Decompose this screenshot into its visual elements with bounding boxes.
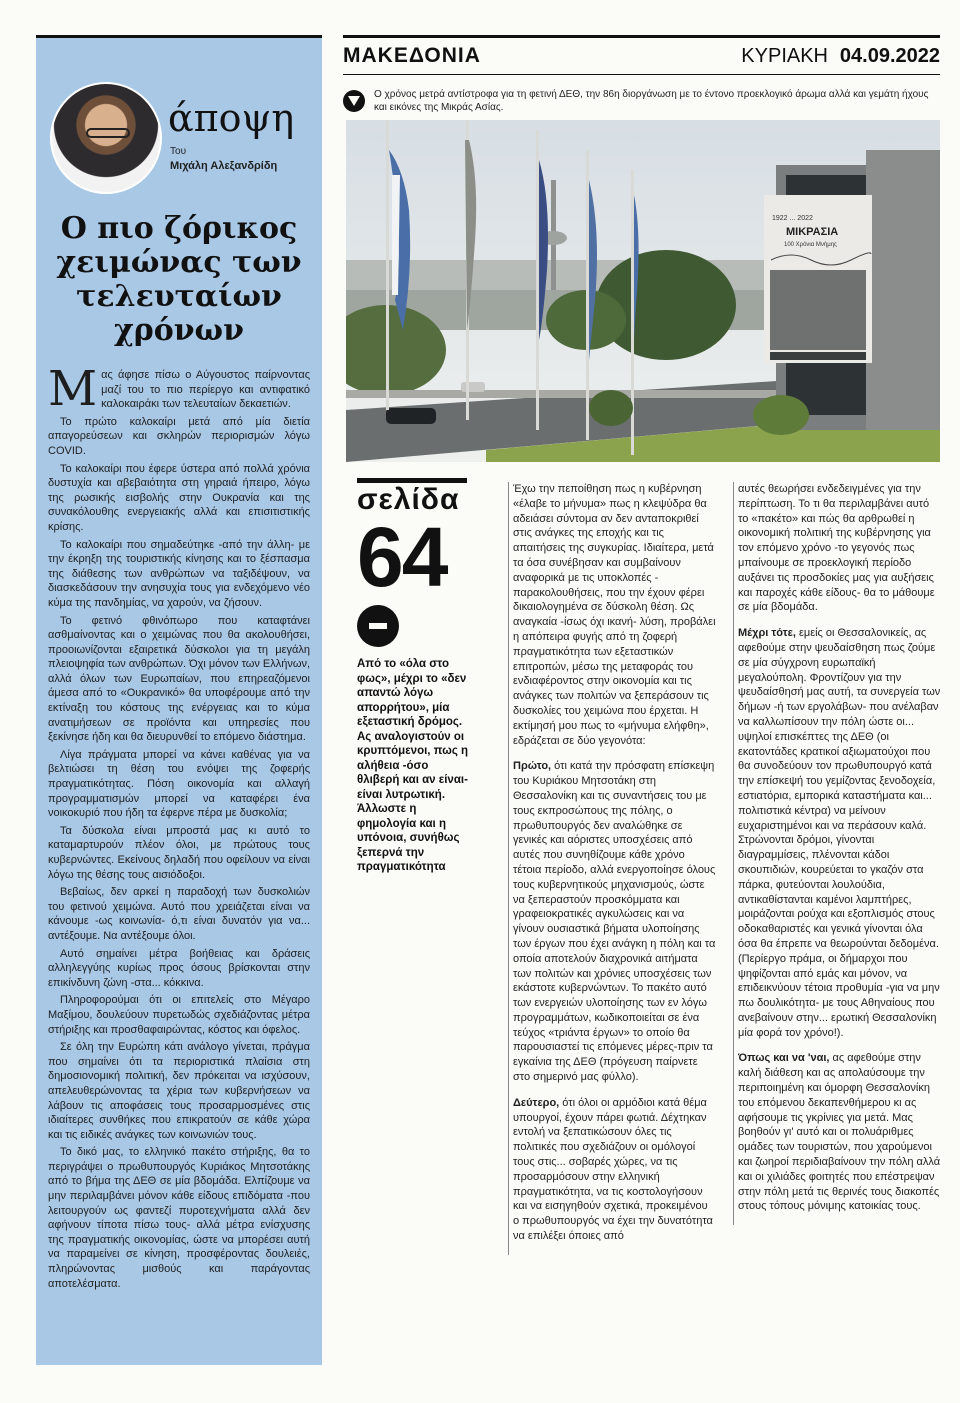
opinion-paragraph: Σε όλη την Ευρώπη κάτι ανάλογο γίνεται, πράγμα που σημαίνει ότι τα περιοριστικά πλαίσια στη δημοσιονομική πολιτική, δεν πρόκειται να ισχύσουν, απελευθερώνοντας τα χέρια των κυβερνήσεων να λάβουν τις αποφάσεις τους προσαρμοσμένες στις ιδιαίτερες συνθήκες που επικρατούν σε κάθε χώρα και τις ειδικές ανάγκες των κοινωνιών τους. <box>48 1041 310 1141</box>
opinion-paragraph: Πληροφορούμαι ότι οι επιτελείς στο Μέγαρο Μαξίμου, δουλεύουν πυρετωδώς σχεδιάζοντας μέτρα στήριξης και προσθαφαιρώντας, κόστος και όφελος. <box>48 994 310 1036</box>
photo-flags-building <box>346 120 940 462</box>
opinion-paragraph: Μας άφησε πίσω ο Αύγουστος παίρνοντας μαζί του το πιο περίεργο και αντιφατικό καλοκαιράκι των τελευταίων δεκαετιών. <box>48 361 310 417</box>
banner-title: ΜΙΚΡΑΣΙΑ <box>786 226 839 238</box>
caption-triangle-icon <box>343 90 365 112</box>
dropcap: Μ <box>48 361 98 417</box>
article-paragraph: Δεύτερο, ότι όλοι οι αρμόδιοι κατά θέμα υπουργοί, έχουν πάρει φωτιά. Δέχτηκαν εντολή να ξεπατικώσουν όλες τις πολιτικές που σχεδιάζουν οι ομόλογοί τους στις... σοβαρές χώρες, να τις προσαρμόσουν στην ελληνική πραγματικότητα, να τις κοστολογήσουν και να εισηγηθούν σχετικά, προκειμένου ο πρωθυπουργός να έχει την δυνατότητα να επιλέξει όποιες από <box>513 1096 713 1243</box>
newspaper-name: ΜΑΚΕΔΟΝΙΑ <box>343 44 481 67</box>
opinion-paragraph: Το πρώτο καλοκαίρι μετά από μία διετία απαγορεύσεων και σκληρών περιορισμών λόγω COVID. <box>48 415 310 457</box>
article-paragraph: Πρώτο, ότι κατά την πρόσφατη επίσκεψη του Κυριάκου Μητσοτάκη στη Θεσσαλονίκη και τις συναντήσεις του με τους εκπροσώπους της πόλης, ο πρωθυπουργός δεν αναλώθηκε σε γενικές και αόριστες υποσχέσεις από αυτές που συνηθίζουμε κάθε χρόνο τέτοια περίοδο, αλλά ενεργοποίησε όλους τους κυβερνητικούς μηχανισμούς, ώστε να ξεπεραστούν προσκόμματα και γραφειοκρατικές αγκυλώσεις και να γίνουν ουσιαστικά βήματα υλοποίησης των έργων που έχει ανάγκη η πόλη και τα οποία αποτελούν διαχρονικά αιτήματα των πολιτών και χρόνιες υποσχέσεις των εκάστοτε κυβερνώντων. Το πακέτο αυτό των ενεργειών υλοποίησης των εν λόγω προγραμμάτων, κωδικοποιείται σε ένα τεύχος «τριάντα έργων» το οποίο θα παρουσιαστεί τις επόμενες μέρες-πριν τα εγκαίνια της ΔΕΘ (πρόγευση παίρνετε στο σημερινό μας φύλλο). <box>513 760 716 1084</box>
byline-prefix: Του <box>170 146 187 157</box>
author-name: Μιχάλη Αλεξανδρίδη <box>170 160 278 172</box>
article-paragraph: Έχω την πεποίθηση πως η κυβέρνηση «έλαβε το μήνυμα» πως η κλεψύδρα θα αδειάσει σύντομα αν δεν ανταποκριθεί στις ανάγκες της εποχής και τις απαιτήσεις της συγκυρίας. Ιδιαίτερα, μετά τα όσα συνέβησαν και συμβαίνουν αναφορικά με τις υποκλοπές - παρακολουθήσεις, που την έχουν φέρει δικαιολογημένα σε δύσκολη θέση. Ως αναγκαία -ίσως όχι ικανή- λύση, προβάλει η απόπειρα φυγής από τη ζοφερή πραγματικότητα των εξεταστικών επιτροπών, μέσω της μεταφοράς του ενδιαφέροντος στην οικονομία και τις ανάγκες των πολιτών να ξεπεράσουν τις δυσκολίες του χειμώνα που έρχεται. Η εκτίμησή μου πως το «μήνυμα ελήφθη», εδράζεται σε δύο γεγονότα: <box>513 483 716 747</box>
opinion-label: άποψη <box>168 96 295 140</box>
opinion-paragraph: Το δικό μας, το ελληνικό πακέτο στήριξης, θα το περιγράψει ο πρωθυπουργός Κυριάκος Μητσοτάκης από το βήμα της ΔΕΘ σε μία βδομάδα. Ελπίζουμε να μην περιλαμβάνει μόνον κάθε είδους επιδόματα -που λειτουργούν ως φαντεζί πυροτεχνήματα αλλά δεν αφήνουν τίποτα πίσω τους- αλλά μέτρα ενίσχυσης της πραγματικής οικονομίας, ώστε να μπορέσει αυτή να παραμείνει σε κίνηση, προσφέροντας δουλειές, πληρώνοντας μισθούς και παράγοντας αποτελέσματα. <box>48 1146 310 1290</box>
author-photo <box>50 82 162 194</box>
article-column-1 <box>508 482 716 1255</box>
opinion-paragraph: Αυτό σημαίνει μέτρα βοήθειας και δράσεις αλληλεγγύης κυρίως προς όσους βρίσκονται στην επικίνδυνη ζώνη -στα... κόκκινα. <box>48 947 310 989</box>
article-column-2 <box>733 482 941 1225</box>
opinion-paragraph: Λίγα πράγματα μπορεί να κάνει καθένας για να βελτιώσει τη θέση του ενόψει της ζοφερής πραγματικότητας. Πόση οικονομία και αλλαγή προγραμματισμών μπορεί να καταφέρει ένα νοικοκυριό που ήδη τα έφερνε πέρα με δυσκολία; <box>48 748 310 820</box>
sidebar-quote: Από το «όλα στο φως», μέχρι το «δεν απαντώ λόγω απορρήτου», μία εξεταστική δρόμος. Ας αναλογιστούν οι κρυπτόμενοι, πως η αλήθεια -όσο θλιβερή και αν είναι- είναι λυτρωτική. Άλλωστε η φημολογία και η υπόνοια, συνήθως ξεπερνά την πραγματικότητα <box>357 658 469 873</box>
opinion-paragraph: Βεβαίως, δεν αρκεί η παραδοχή των δυσκολιών του φετινού χειμώνα. Αυτό που χρειάζεται είναι να κάνουμε -ως κοινωνία- ό,τι είναι δυνατόν για να... αντέξουμε. Να αντέξουμε όλοι. <box>48 886 310 942</box>
opinion-paragraph: Το φετινό φθινόπωρο που καταφτάνει ασθμαίνοντας και ο χειμώνας που θα ακολουθήσει, προοιωνίζονται εξαιρετικά δύσκολοι για τη μεγάλη πλειοψηφία των ανθρώπων. Όχι μόνον των Ελλήνων, αλλά όλων των Ευρωπαίων, που επηρεαζόμενοι άμεσα από το «Ουκρανικό» θα υποφέρουμε από την εκτίναξη του κόστους της ενέργειας και το κύμα ανατιμήσεων σε προϊόντα και υπηρεσίες που ξεκίνησε ήδη και θα διευρυνθεί το επόμενο διάστημα. <box>48 614 310 744</box>
opinion-column <box>36 35 322 1365</box>
banner-subtitle: 100 Χρόνια Μνήμης <box>784 242 837 248</box>
article-paragraph: Όπως και να 'ναι, ας αφεθούμε στην καλή διάθεση και ας απολαύσουμε την περιποιημένη και όμορφη Θεσσαλονίκη του επόμενου δεκαπενθήμερου κι ας αφήσουμε τις γκρίνιες για μετά. Μας βοηθούν γι' αυτό και οι πολυάριθμες ομάδες των τουριστών, που χαρούμενοι και ζωηροί περιδιαβαίνουν την πόλη αλλά και οι χιλιάδες φοιτητές που επέστρεψαν στην πόλη μετά τις θερινές τους διακοπές στους τόπους μόνιμης κατοικίας τους. <box>738 1052 941 1213</box>
issue-day: ΚΥΡΙΑΚΗ <box>741 45 828 67</box>
article-paragraph: αυτές θεωρήσει ενδεδειγμένες για την περίπτωση. Το τι θα περιλαμβάνει αυτό το «πακέτο» και πώς θα αρθρωθεί η οικονομική πολιτική της κυβέρνησης για τον επόμενο χρόνο -το γεγονός πως μπαίνουμε σε προεκλογική περίοδο αυξάνει τις προσδοκίες μας για αυξήσεις και παροχές κάθε είδους- θα το μάθουμε σε μία βδομάδα. <box>738 483 935 614</box>
opinion-paragraph: Το καλοκαίρι που έφερε ύστερα από πολλά χρόνια δυστυχία και αβεβαιότητα στη γηραιά ήπειρο, λόγω της ρωσικής εισβολής στην Ουκρανία και της συνακόλουθης ενεργειακής αλλά και επισιτιστικής κρίσης. <box>48 462 310 533</box>
page-ref-word: σελίδα <box>357 483 460 516</box>
photo-caption: Ο χρόνος μετρά αντίστροφα για τη φετινή ΔΕΘ, την 86η διοργάνωση με το έντονο προεκλογικό άρωμα αλλά και γεμάτη ήχους και εικόνες της Μικράς Ασίας. <box>374 89 929 113</box>
opinion-title: Ο πιο ζόρικος χειμώνας των τελευταίων χρόνων <box>56 211 302 348</box>
banner-years: 1922 ... 2022 <box>772 215 813 222</box>
opinion-paragraph: Τα δύσκολα είναι μπροστά μας κι αυτό το καταμαρτυρούν πλέον όλοι, με πρώτους τους κυβερνώντες. Εκείνους δηλαδή που οφείλουν να είναι λόγω της θέσης τους αισιόδοξοι. <box>48 824 310 881</box>
masthead <box>343 35 940 75</box>
page-reference <box>357 478 467 604</box>
issue-date: 04.09.2022 <box>839 45 940 67</box>
opinion-body <box>36 348 322 1291</box>
opinion-paragraph: Το καλοκαίρι που σημαδεύτηκε -από την άλλη- με την έκρηξη της τουριστικής κίνησης και το ξέσπασμα της διάθεσης των ανθρώπων να ταξιδέψουν, να διασκεδάσουν την ανησυχία τους για ενδεχόμενο νέο κύμα της πανδημίας, να χαρούν, να ζήσουν. <box>48 538 310 609</box>
article-paragraph: Μέχρι τότε, εμείς οι Θεσσαλονικείς, ας αφεθούμε στην ψευδαίσθηση πως ζούμε σε μία σύγχρονη ευρωπαϊκή μεγαλούπολη. Φροντίζουν για την ψευδαίσθησή μας αυτή, τα συνεργεία των δήμων -ή των εργολάβων- που ανέλαβαν να καλλωπίσουν την πόλη ώστε οι... υψηλοί επισκέπτες της ΔΕΘ (οι εκατοντάδες κρατικοί αξιωματούχοι που θα συνοδεύουν τον πρωθυπουργό κατά την επίσκεψή του γεμίζοντας ξενοδοχεία, εστιατόρια, εμπορικά καταστήματα και... πολιτιστικά κέντρα) να μείνουν ευχαριστημένοι και να περάσουν καλά. Στρώνονται δρόμοι, γίνονται διαγραμμίσεις, πλένονται κάδοι σκουπιδιών, κουρεύεται το γκαζόν στα πάρκα, φυτεύονται λουλούδια, αντικαθίστανται καμένοι λαμπτήρες, μοιράζονται ρούχα και εξοπλισμός στους οδοκαθαριστές και γενικά γίνονται όλα όσα θα έπρεπε να θεωρούνται δεδομένα. (Περίεργο πράμα, οι δήμαρχοι που ψηφίζονται από εμάς και μόνον, να επιδεικνύουν τέτοια προθυμία -για να μην πω δουλικότητα- με τους Αθηναίους που ανεβαίνουν στην... ερωτική Θεσσαλονίκη μία φορά τον χρόνο!). <box>738 627 941 1039</box>
page-ref-number: 64 <box>357 510 447 604</box>
minus-circle-icon <box>357 605 399 647</box>
opinion-header <box>36 38 322 198</box>
